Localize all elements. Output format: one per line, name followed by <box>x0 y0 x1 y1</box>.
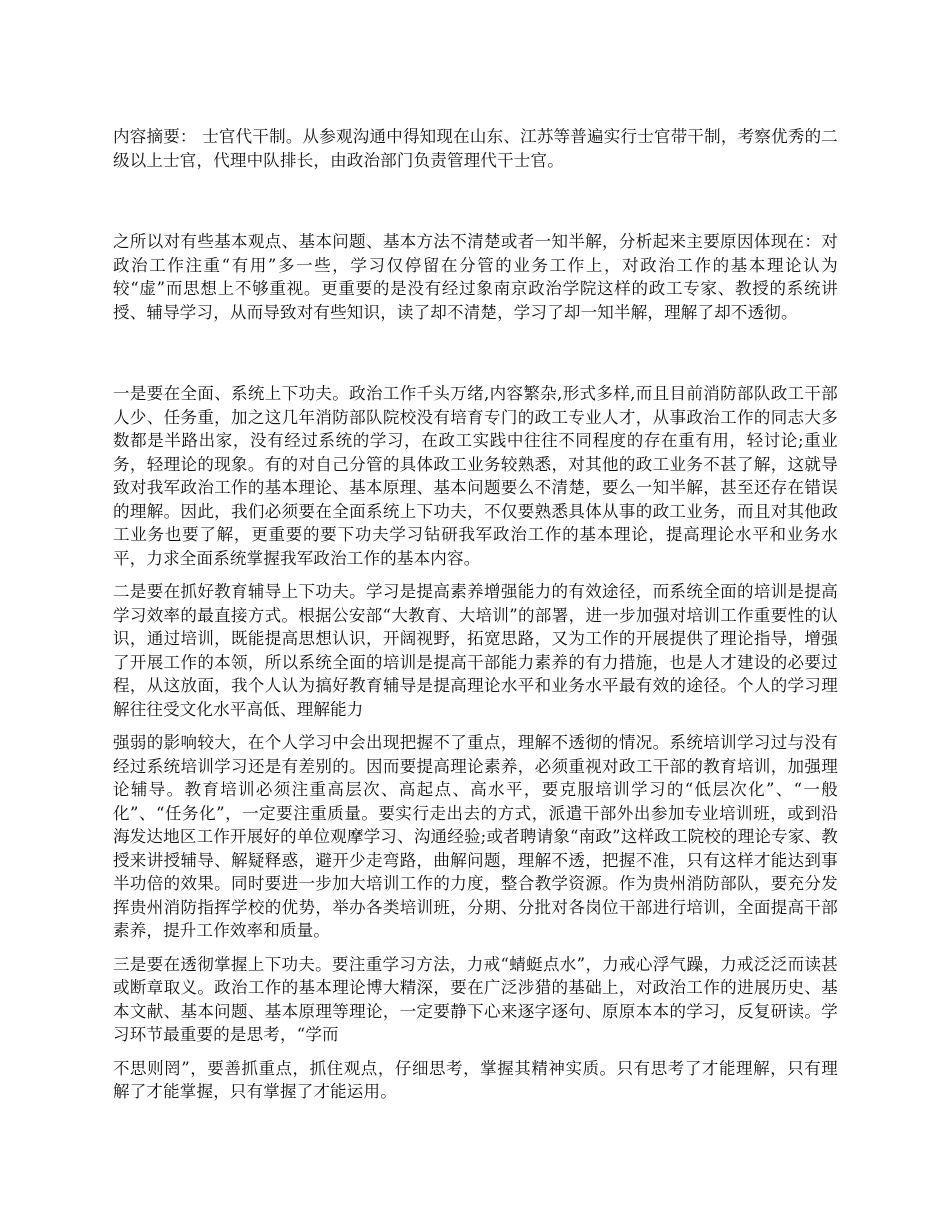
document-body <box>113 125 838 1104</box>
paragraph-spacer <box>113 324 838 382</box>
point-three-paragraph: 三是要在透彻掌握上下功夫。要注重学习方法，力戒“蜻蜓点水”，力戒心浮气躁，力戒泛泛而读甚或断章取义。政治工作的基本理论博大精深，要在广泛涉猎的基础上，对政治工作的进展历史、基本文献、基本问题、基本原理等理论，一定要静下心来逐字逐句、原原本本的学习，反复研读。学习环节最重要的是思考，“学而 <box>113 954 838 1044</box>
paragraph-spacer <box>113 943 838 953</box>
point-three-continued-paragraph: 不思则罔”，要善抓重点，抓住观点，仔细思考，掌握其精神实质。只有思考了才能理解，只有理解了才能掌握，只有掌握了才能运用。 <box>113 1058 838 1101</box>
point-two-continued-paragraph: 强弱的影响较大，在个人学习中会出现把握不了重点，理解不透彻的情况。系统培训学习过与没有经过系统培训学习还是有差别的。因而要提高理论素养，必须重视对政工干部的教育培训，加强理论辅导。教育培训必须注重高层次、高起点、高水平，要克服培训学习的“低层次化”、“一般化”、“任务化”，一定要注重质量。要实行走出去的方式，派遣干部外出参加专业培训班，或到沿海发达地区工作开展好的单位观摩学习、沟通经验;或者聘请象“南政”这样政工院校的理论专家、教授来讲授辅导、解疑释惑，避开少走弯路，曲解问题，理解不透，把握不准，只有这样才能达到事半功倍的效果。同时要进一步加大培训工作的力度，整合教学资源。作为贵州消防部队，要充分发挥贵州消防指挥学校的优势，举办各类培训班，分期、分批对各岗位干部进行培训，全面提高干部素养，提升工作效率和质量。 <box>113 733 838 940</box>
abstract-paragraph: 内容摘要： 士官代干制。从参观沟通中得知现在山东、江苏等普遍实行士官带干制，考察优秀的二级以上士官，代理中队排长，由政治部门负责管理代干士官。 <box>113 127 838 170</box>
point-two-paragraph: 二是要在抓好教育辅导上下功夫。学习是提高素养增强能力的有效途径，而系统全面的培训是提高学习效率的最直接方式。根据公安部“大教育、大培训”的部署，进一步加强对培训工作重要性的认识，通过培训，既能提高思想认识，开阔视野，拓宽思路，又为工作的开展提供了理论指导，增强了开展工作的本领，所以系统全面的培训是提高干部能力素养的有力措施，也是人才建设的必要过程，从这放面，我个人认为搞好教育辅导是提高理论水平和业务水平最有效的途径。个人的学习理解往往受文化水平高低、理解能力 <box>113 582 838 719</box>
paragraph-spacer <box>113 172 838 230</box>
cause-analysis-paragraph: 之所以对有些基本观点、基本问题、基本方法不清楚或者一知半解，分析起来主要原因体现在：对政治工作注重“有用”多一些，学习仅停留在分管的业务工作上，对政治工作的基本理论认为较“虚”而思想上不够重视。更重要的是没有经过象南京政治学院这样的政工专家、教授的系统讲授、辅导学习，从而导致对有些知识，读了却不清楚，学习了却一知半解，理解了却不透彻。 <box>113 232 838 322</box>
paragraph-spacer <box>113 721 838 731</box>
paragraph-spacer <box>113 570 838 580</box>
point-one-paragraph: 一是要在全面、系统上下功夫。政治工作千头万绪,内容繁杂,形式多样,而且目前消防部队政工干部人少、任务重，加之这几年消防部队院校没有培育专门的政工专业人才，从事政治工作的同志大多数都是半路出家，没有经过系统的学习，在政工实践中往往不同程度的存在重有用，轻讨论;重业务，轻理论的现象。有的对自己分管的具体政工业务较熟悉，对其他的政工业务不甚了解，这就导致对我军政治工作的基本理论、基本原理、基本问题要么不清楚，要么一知半解，甚至还存在错误的理解。因此，我们必须要在全面系统上下功夫，不仅要熟悉具体从事的政工业务，而且对其他政工业务也要了解，更重要的要下功夫学习钻研我军政治工作的基本理论，提高理论水平和业务水平，力求全面系统掌握我军政治工作的基本内容。 <box>113 384 838 568</box>
paragraph-spacer <box>113 1047 838 1057</box>
